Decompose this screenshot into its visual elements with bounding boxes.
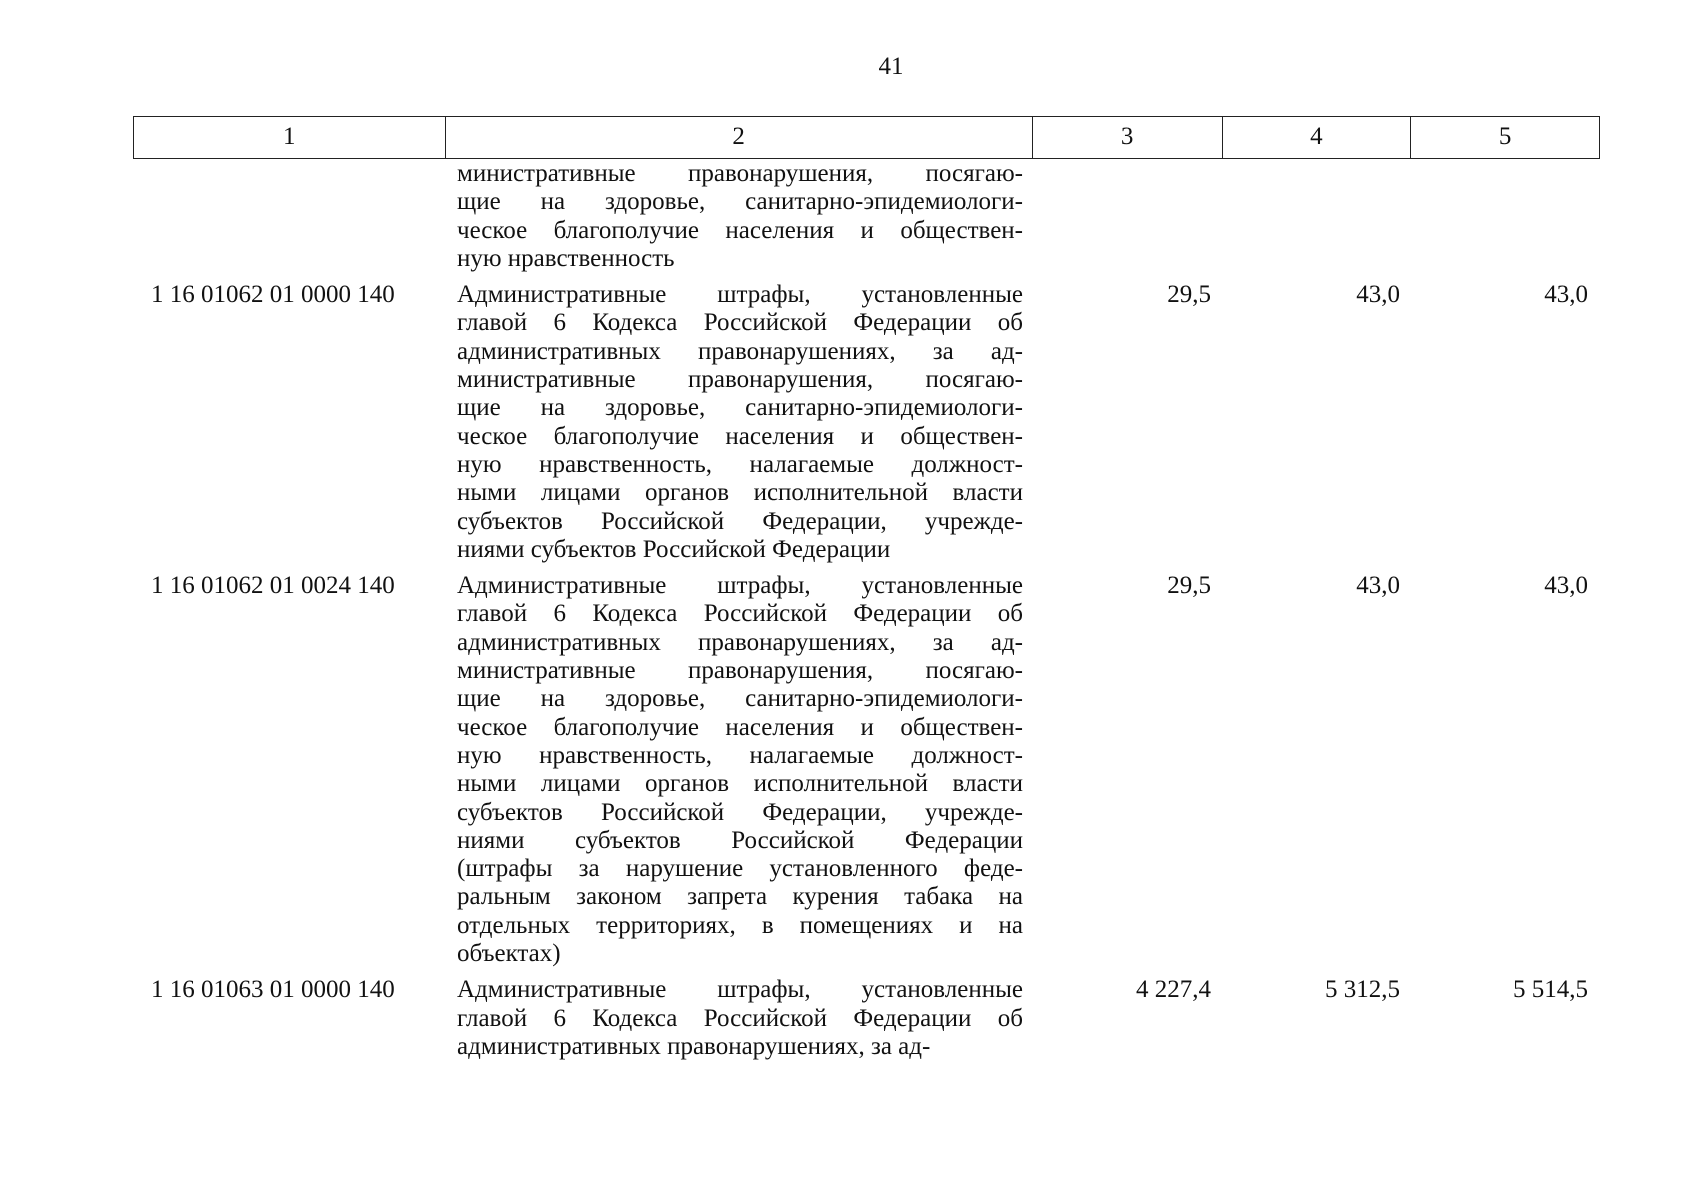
description-line: административных правонарушениях, за ад- <box>457 628 1023 656</box>
row-code: 1 16 01062 01 0000 140 <box>151 281 395 309</box>
row-code: 1 16 01062 01 0024 140 <box>151 572 395 600</box>
page-number: 41 <box>878 53 904 80</box>
description-line: ными лицами органов исполнительной власти <box>457 479 1023 507</box>
description-line: (штрафы за нарушение установленного феде- <box>457 855 1023 883</box>
row-value-col-4: 43,0 <box>1356 572 1400 600</box>
description-line: субъектов Российской Федерации, учрежде- <box>457 507 1023 535</box>
row-value-col-5: 43,0 <box>1544 572 1588 600</box>
header-col-1: 1 <box>134 117 446 158</box>
description-line: объектах) <box>457 940 561 968</box>
row-value-col-3: 4 227,4 <box>1136 976 1211 1004</box>
description-line: ральным законом запрета курения табака на <box>457 883 1023 911</box>
description-line: главой 6 Кодекса Российской Федерации об <box>457 600 1023 628</box>
row-value-col-4: 43,0 <box>1356 281 1400 309</box>
description-line: Административные штрафы, установленные <box>457 281 1023 309</box>
description-line: ческое благополучие населения и обществен- <box>457 216 1023 244</box>
description-line: ную нравственность, налагаемые должност- <box>457 450 1023 478</box>
row-value-col-5: 5 514,5 <box>1513 976 1588 1004</box>
row-value-col-5: 43,0 <box>1544 281 1588 309</box>
row-value-col-4 <box>1223 160 1412 273</box>
table-row <box>133 572 1600 968</box>
table-body <box>133 160 1600 1069</box>
row-code <box>133 160 445 273</box>
header-col-5: 5 <box>1498 123 1512 150</box>
row-code: 1 16 01063 01 0000 140 <box>151 976 395 1004</box>
row-description <box>445 572 1033 968</box>
description-line: Административные штрафы, установленные <box>457 572 1023 600</box>
description-line: отдельных территориях, в помещениях и на <box>457 911 1023 939</box>
description-line: Административные штрафы, установленные <box>457 976 1023 1004</box>
row-value-col-4: 5 312,5 <box>1325 976 1400 1004</box>
description-line: ческое благополучие населения и обществен- <box>457 422 1023 450</box>
row-value-col-3 <box>1033 160 1223 273</box>
description-line: ную нравственность, налагаемые должност- <box>457 741 1023 769</box>
table-row <box>133 976 1600 1061</box>
table-row <box>133 281 1600 564</box>
description-line: ную нравственность <box>457 244 675 272</box>
description-line: министративные правонарушения, посягаю- <box>457 657 1023 685</box>
table-row <box>133 160 1600 273</box>
row-description <box>445 160 1033 273</box>
row-value-col-3: 29,5 <box>1167 281 1211 309</box>
description-line: административных правонарушениях, за ад- <box>457 337 1023 365</box>
row-value-col-5 <box>1412 160 1600 273</box>
description-line: щие на здоровье, санитарно-эпидемиологи- <box>457 188 1023 216</box>
header-col-2: 2 <box>446 117 1033 158</box>
description-line: министративные правонарушения, посягаю- <box>457 366 1023 394</box>
row-description <box>445 281 1033 564</box>
table-header <box>133 116 1600 159</box>
description-line: щие на здоровье, санитарно-эпидемиологи- <box>457 685 1023 713</box>
description-line: главой 6 Кодекса Российской Федерации об <box>457 1004 1023 1032</box>
description-line: ниями субъектов Российской Федерации <box>457 535 891 563</box>
header-col-4: 4 <box>1223 117 1412 158</box>
description-line: ными лицами органов исполнительной власти <box>457 770 1023 798</box>
description-line: субъектов Российской Федерации, учрежде- <box>457 798 1023 826</box>
row-value-col-3: 29,5 <box>1167 572 1211 600</box>
header-col-3: 3 <box>1033 117 1223 158</box>
description-line: ниями субъектов Российской Федерации <box>457 826 1023 854</box>
description-line: главой 6 Кодекса Российской Федерации об <box>457 309 1023 337</box>
description-line: административных правонарушениях, за ад- <box>457 1032 931 1060</box>
description-line: министративные правонарушения, посягаю- <box>457 160 1023 187</box>
description-line: щие на здоровье, санитарно-эпидемиологи- <box>457 394 1023 422</box>
description-line: ческое благополучие населения и обществен- <box>457 713 1023 741</box>
row-description <box>445 976 1033 1061</box>
